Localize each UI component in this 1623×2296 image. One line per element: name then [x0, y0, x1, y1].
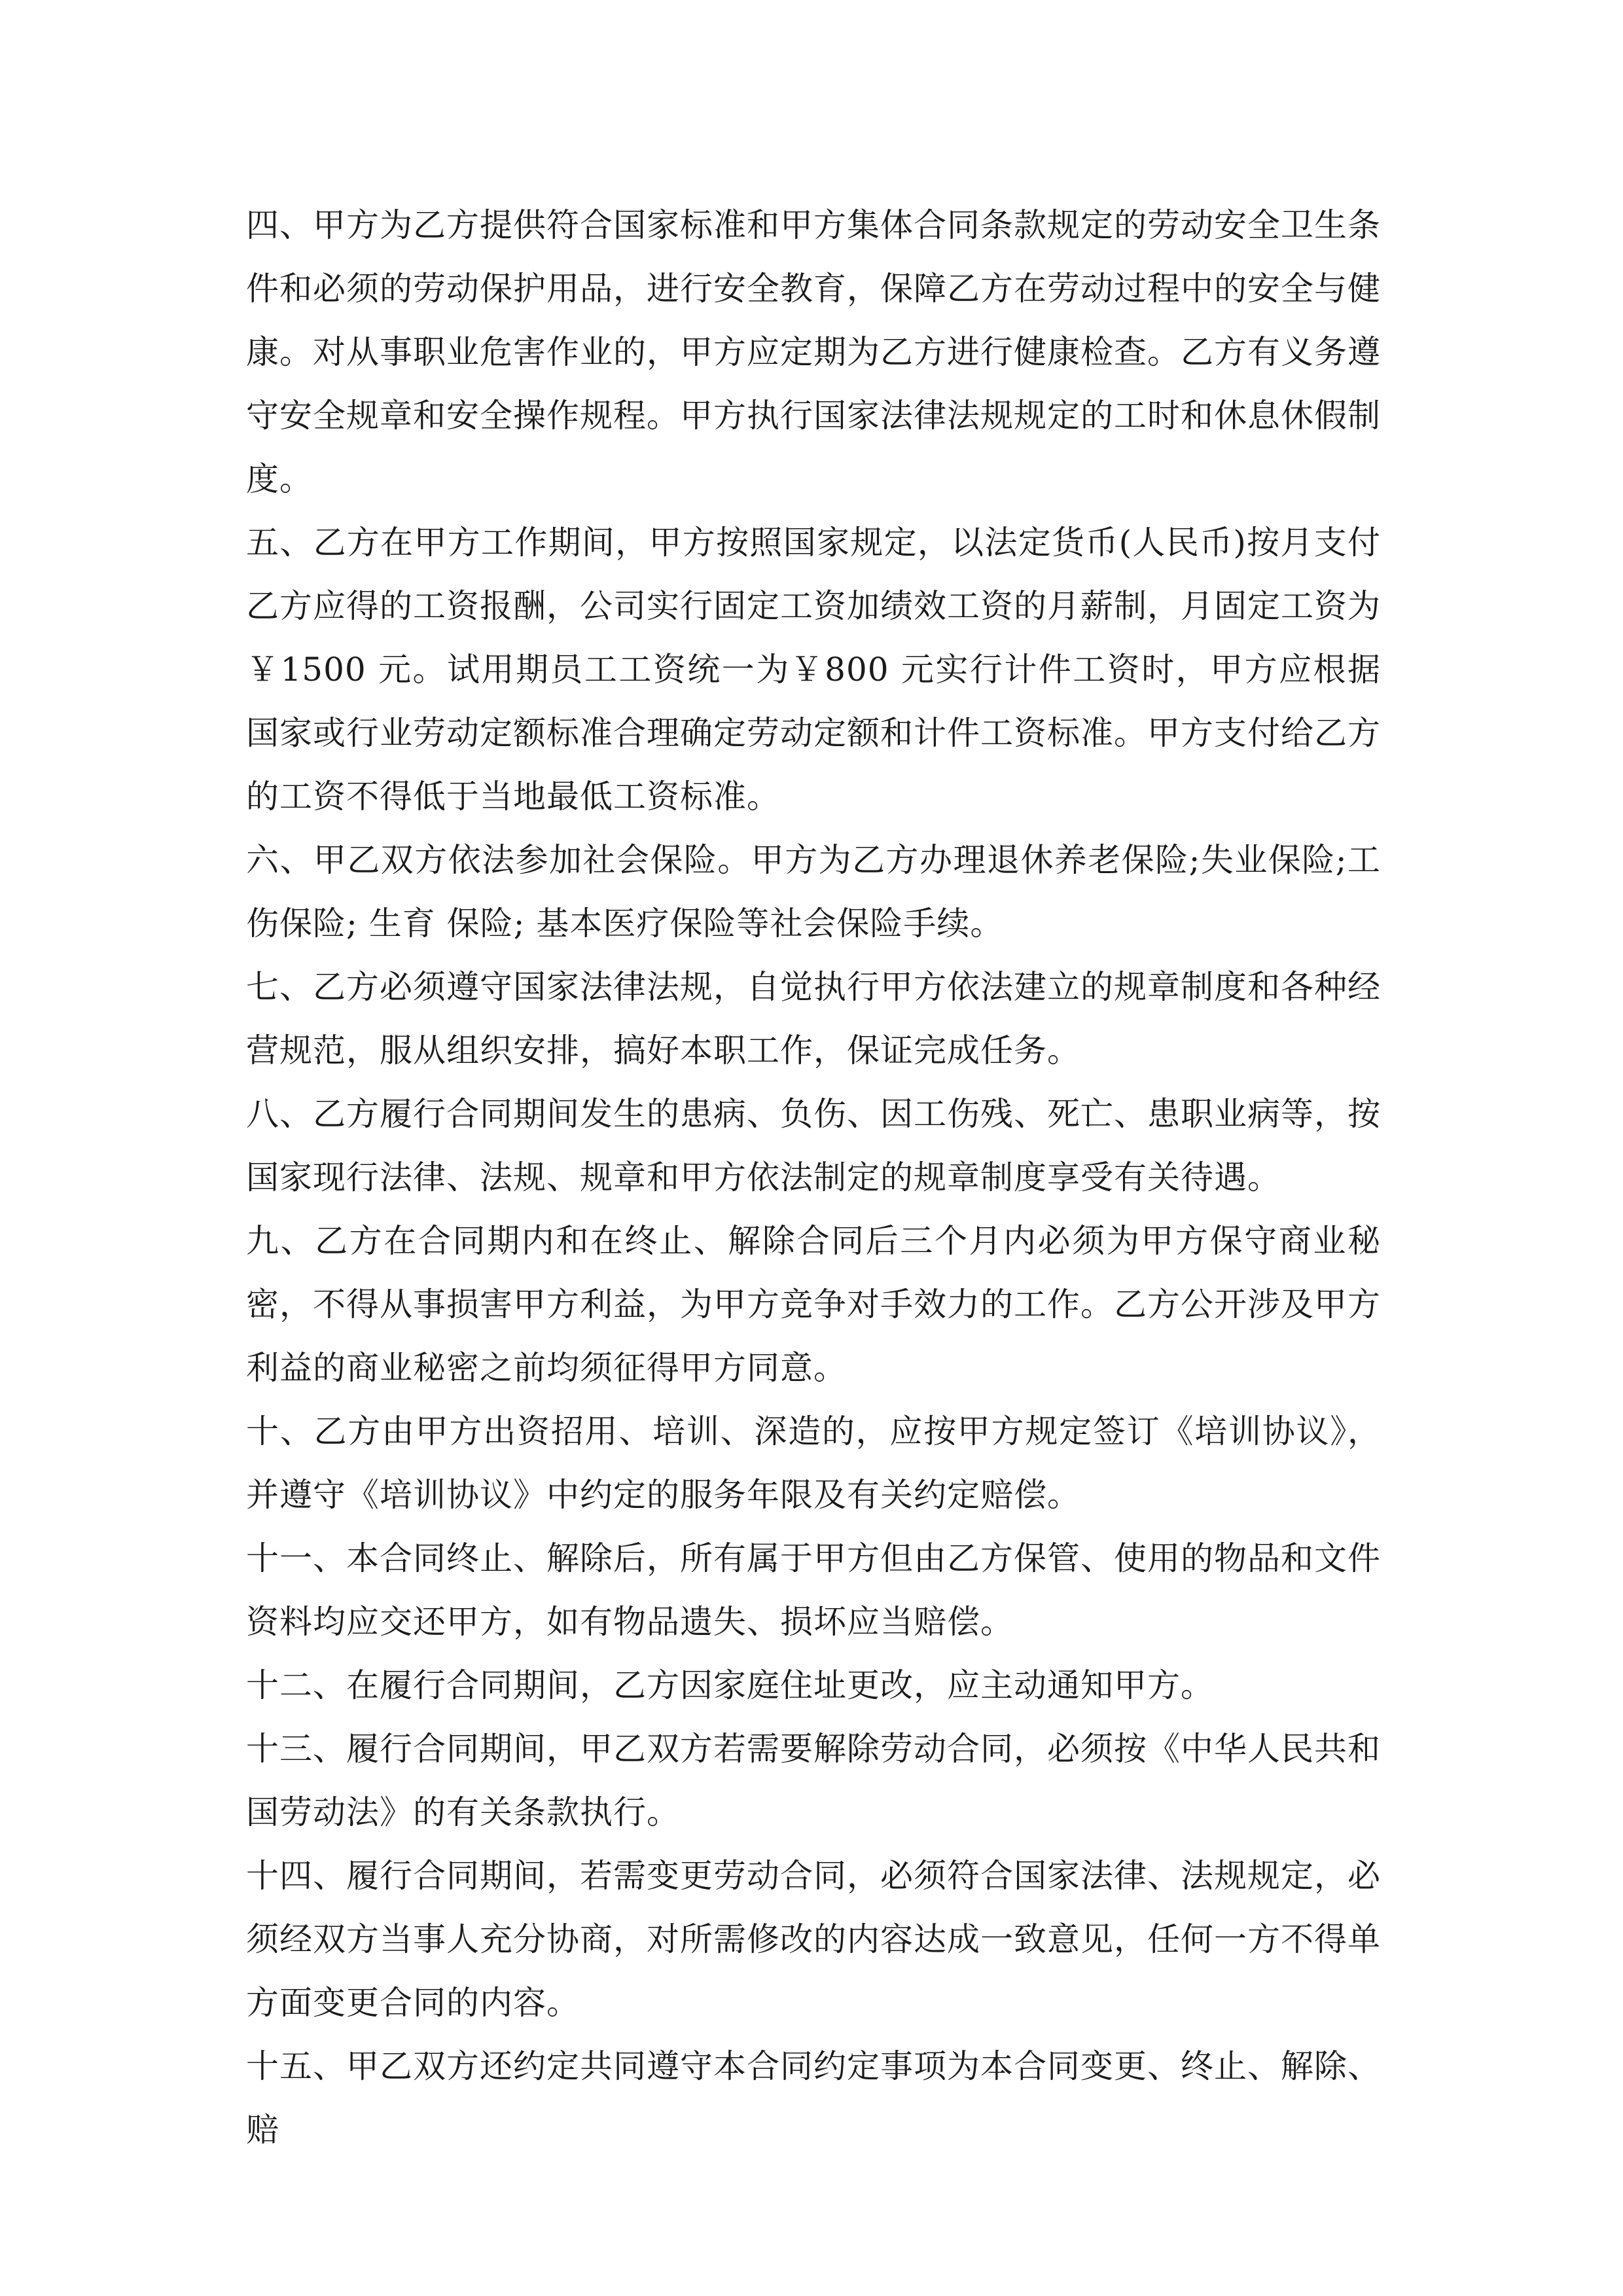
clause-15: 十五、甲乙双方还约定共同遵守本合同约定事项为本合同变更、终止、解除、赔: [246, 2047, 1381, 2149]
clause-6: 六、甲乙双方依法参加社会保险。甲方为乙方办理退休养老保险;失业保险;工伤保险; 生育 保险; 基本医疗保险等社会保险手续。: [246, 841, 1381, 942]
clause-9: 九、乙方在合同期内和在终止、解除合同后三个月内必须为甲方保守商业秘密，不得从事损害甲方利益，为甲方竞争对手效力的工作。乙方公开涉及甲方利益的商业秘密之前均须征得甲方同意。: [246, 1222, 1381, 1387]
clause-8: 八、乙方履行合同期间发生的患病、负伤、因工伤残、死亡、患职业病等，按国家现行法律、法规、规章和甲方依法制定的规章制度享受有关待遇。: [246, 1095, 1381, 1196]
clause-11: 十一、本合同终止、解除后，所有属于甲方但由乙方保管、使用的物品和文件资料均应交还甲方，如有物品遗失、损坏应当赔偿。: [246, 1539, 1381, 1641]
clause-13: 十三、履行合同期间，甲乙双方若需要解除劳动合同，必须按《中华人民共和国劳动法》的有关条款执行。: [246, 1730, 1381, 1831]
clause-7: 七、乙方必须遵守国家法律法规，自觉执行甲方依法建立的规章制度和各种经营规范，服从组织安排，搞好本职工作，保证完成任务。: [246, 968, 1381, 1069]
clause-4: 四、甲方为乙方提供符合国家标准和甲方集体合同条款规定的劳动安全卫生条件和必须的劳动保护用品，进行安全教育，保障乙方在劳动过程中的安全与健康。对从事职业危害作业的，甲方应定期为乙方进行健康检查。乙方有义务遵守安全规章和安全操作规程。甲方执行国家法律法规规定的工时和休息休假制度。: [246, 206, 1381, 498]
contract-body: [246, 194, 1392, 2162]
clause-12: 十二、在履行合同期间，乙方因家庭住址更改，应主动通知甲方。: [246, 1666, 1214, 1704]
clause-10: 十、乙方由甲方出资招用、培训、深造的，应按甲方规定签订《培训协议》，并遵守《培训协议》中约定的服务年限及有关约定赔偿。: [246, 1412, 1381, 1514]
clause-5: 五、乙方在甲方工作期间，甲方按照国家规定，以法定货币(人民币)按月支付乙方应得的工资报酬，公司实行固定工资加绩效工资的月薪制，月固定工资为 ￥1500 元。试用期员工工资统一为￥800 元实行计件工资时，甲方应根据国家或行业劳动定额标准合理确定劳动定额和计件工资标准。甲方支付给乙方的工资不得低于当地最低工资标准。: [246, 524, 1392, 816]
clause-14: 十四、履行合同期间，若需变更劳动合同，必须符合国家法律、法规规定，必须经双方当事人充分协商，对所需修改的内容达成一致意见，任何一方不得单方面变更合同的内容。: [246, 1857, 1381, 2022]
